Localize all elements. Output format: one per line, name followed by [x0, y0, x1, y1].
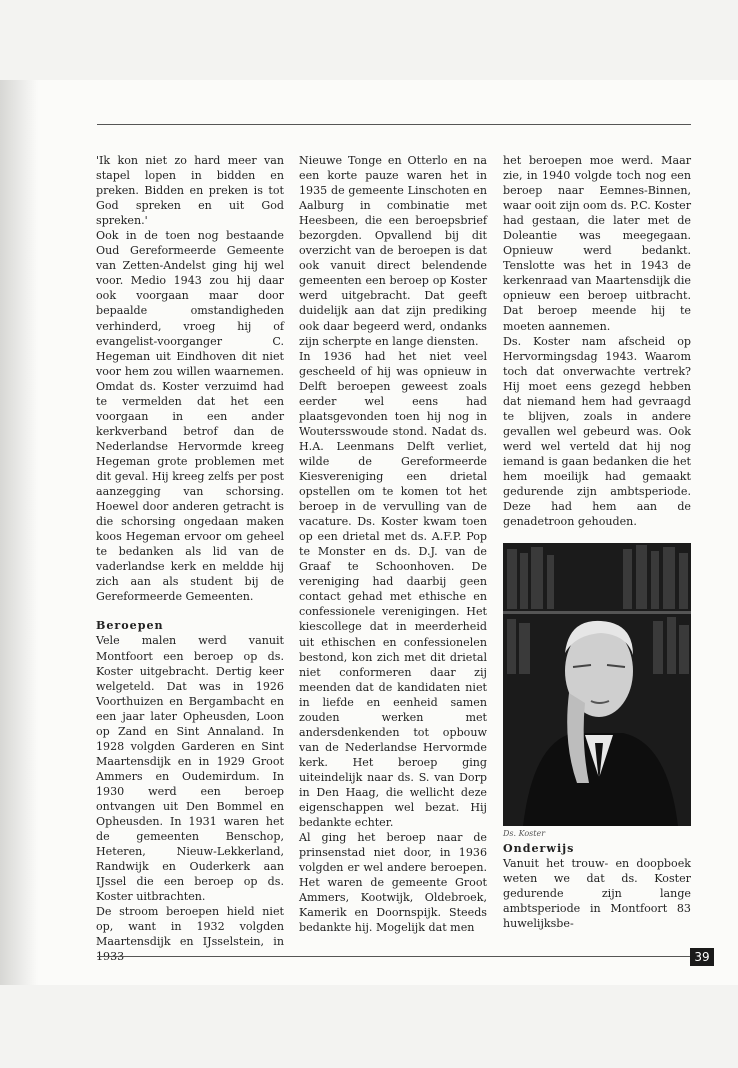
- section-heading: Beroepen: [96, 619, 164, 633]
- text-column-3: [503, 153, 691, 932]
- paragraph: In 1936 had het niet veel gescheeld of hij was opnieuw in Delft beroepen geweest zoals eerder wel eens had plaatsgevonden toen hij nog in Woutersswoude stond. Nadat ds. H.A. Leenmans Delft verliet, wilde de Gereformeerde Kiesvereniging een drietal opstellen om te komen tot het beroep in de vervulling van de vacature. Ds. Koster kwam toen op een drietal met ds. A.F.P. Pop te Monster en ds. D.J. van de Graaf te Schoonhoven. De vereniging had daarbij geen contact gehad met ethische en confessionele verenigingen. Het kiescollege dat in meerderheid uit ethischen en confessionelen bestond, kon zich met dit drietal niet conformeren daar zij meenden dat de kandidaten niet in liefde en eenheid samen zouden werken met andersdenkenden tot opbouw van de Nederlandse Hervormde kerk. Het beroep ging uiteindelijk naar ds. S. van Dorp in Den Haag, die wellicht deze eigenschappen wel bezat. Hij bedankte echter.: [299, 349, 487, 830]
- page-number: 39: [690, 948, 714, 966]
- top-rule: [97, 124, 691, 125]
- paragraph: het beroepen moe werd. Maar zie, in 1940 volgde toch nog een beroep naar Eemnes-Binnen, waar ooit zijn oom ds. P.C. Koster had gestaan, die later met de Doleantie was meegegaan. Opnieuw werd bedankt. Tenslotte was het in 1943 de kerkenraad van Maartensdijk die opnieuw een beroep uitbracht. Dat beroep meende hij te moeten aannemen.: [503, 154, 691, 333]
- photo-caption: Ds. Koster: [503, 829, 546, 839]
- book-binding-shadow: [0, 80, 38, 985]
- portrait-photo: [503, 543, 691, 826]
- paragraph: 'Ik kon niet zo hard meer van stapel lopen in bidden en preken. Bidden en preken is tot God spreken en uit God spreken.': [96, 154, 284, 228]
- text-column-1: [96, 153, 284, 964]
- bottom-rule: [97, 956, 691, 957]
- paragraph: Ook in de toen nog bestaande Oud Gereformeerde Gemeente van Zetten-Andelst ging hij wel voor. Medio 1943 zou hij daar ook voorgaan maar door bepaalde omstandigheden verhinderd, vroeg hij of evangelist-voorganger C. Hegeman uit Eindhoven dit niet voor hem zou willen waarnemen. Omdat ds. Koster verzuimd had te vermelden dat het een voorgaan in een ander kerkverband betrof dan de Nederlandse Hervormde kreeg Hegeman grote problemen met dit geval. Hij kreeg zelfs per post aanzegging van schorsing. Hoewel door anderen getracht is die schorsing ongedaan maken koos Hegeman ervoor om geheel te bedanken als lid van de vaderlandse kerk en meldde hij zich aan als student bij de Gereformeerde Gemeenten.: [96, 229, 284, 604]
- paragraph: Al ging het beroep naar de prinsenstad niet door, in 1936 volgden er wel andere beroepen. Het waren de gemeente Groot Ammers, Kootwijk, Oldebroek, Kamerik en Doornspijk. Steeds bedankte hij. Mogelijk dat men: [299, 831, 487, 935]
- paragraph: Nieuwe Tonge en Otterlo en na een korte pauze waren het in 1935 de gemeente Linschoten en Aalburg in combinatie met Heesbeen, die een beroepsbrief bezorgden. Opvallend bij dit overzicht van de beroepen is dat ook vanuit direct belendende gemeenten een beroep op Koster werd uitgebracht. Dat geeft duidelijk aan dat zijn prediking ook daar begeerd werd, ondanks zijn scherpte en lange diensten.: [299, 154, 487, 348]
- text-column-2: [299, 153, 487, 935]
- paragraph: Vele malen werd vanuit Montfoort een beroep op ds. Koster uitgebracht. Dertig keer welgeteld. Dat was in 1926 Voorthuizen en Bergambacht en een jaar later Opheusden, Loon op Zand en Sint Annaland. In 1928 volgden Garderen en Sint Maartensdijk en in 1929 Groot Ammers en Oudemirdum. In 1930 werd een beroep ontvangen uit Den Bommel en Opheusden. In 1931 waren het de gemeenten Benschop, Heteren, Nieuw-Lekkerland, Randwijk en Ouderkerk aan IJssel die een beroep op ds. Koster uitbrachten.: [96, 634, 284, 904]
- section-heading: Onderwijs: [503, 842, 575, 856]
- paragraph: Vanuit het trouw- en doopboek weten we dat ds. Koster gedurende zijn lange ambtsperiode in Montfoort 83 huwelijksbe-: [503, 857, 691, 931]
- paragraph: Ds. Koster nam afscheid op Hervormingsdag 1943. Waarom toch dat onverwachte vertrek? Hij moet eens gezegd hebben dat niemand hem had gevraagd te blijven, zoals in andere gevallen wel gebeurd was. Ook werd wel verteld dat hij nog iemand is gaan bedanken die het hem moeilijk had gemaakt gedurende zijn ambtsperiode. Deze had hem aan de genadetroon gehouden.: [503, 334, 691, 529]
- paragraph: De stroom beroepen hield niet op, want in 1932 volgden Maartensdijk en IJsselstein, in: [96, 905, 284, 949]
